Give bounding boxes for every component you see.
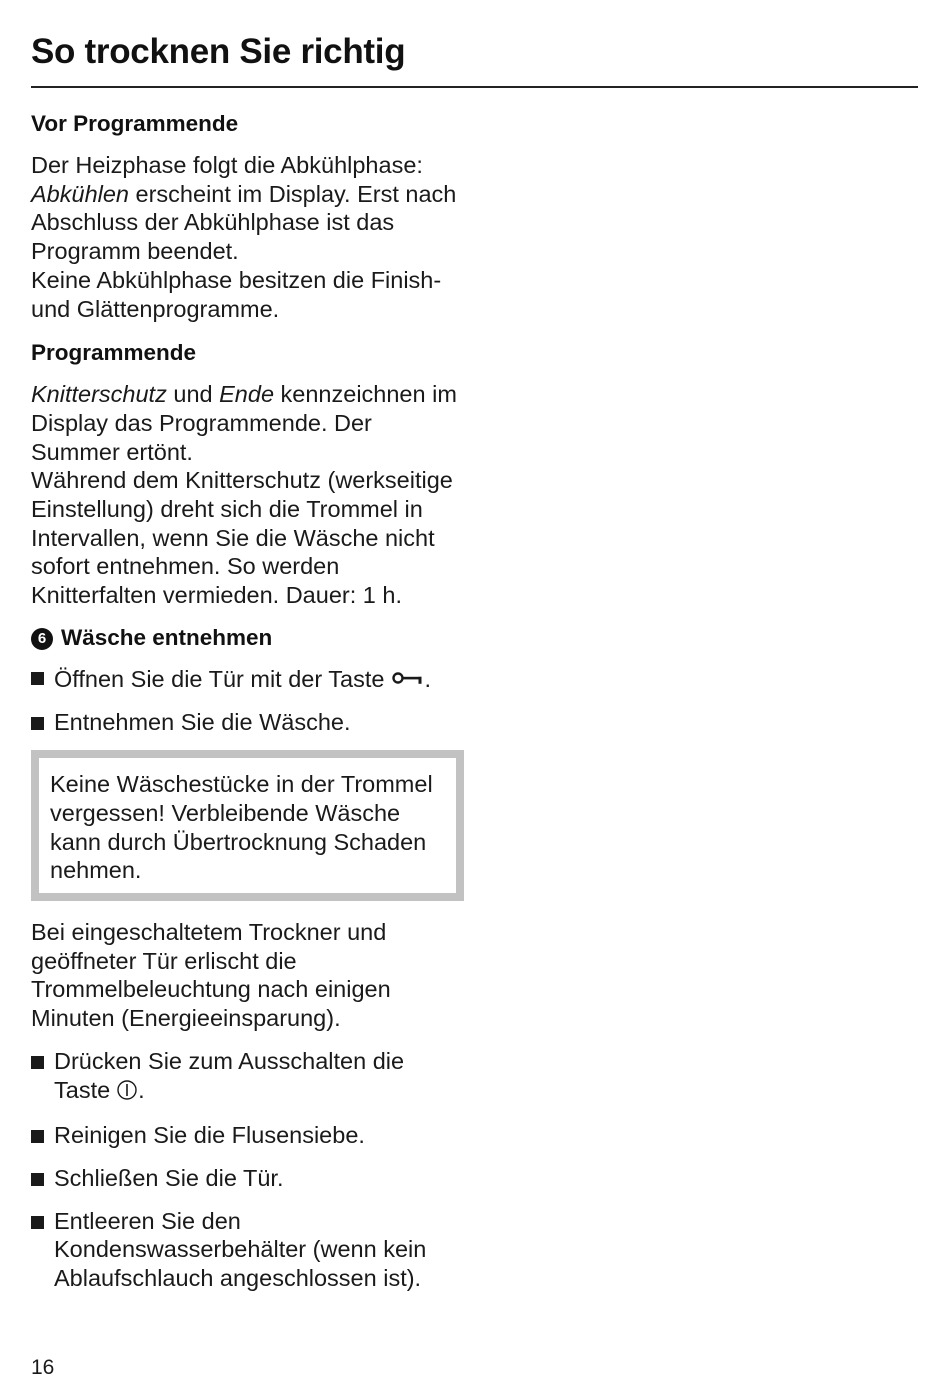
section-heading-vor-programmende: Vor Programmende <box>31 111 239 136</box>
content-column <box>31 110 466 1307</box>
list-item <box>31 708 466 737</box>
bullet-square-icon <box>31 1216 44 1229</box>
page-number: 16 <box>31 1356 55 1379</box>
step-number-badge: 6 <box>31 628 53 650</box>
section-heading-waesche-entnehmen <box>31 624 466 652</box>
section-heading-programmende: Programmende <box>31 340 197 366</box>
instruction-list-2 <box>31 1047 466 1293</box>
list-item-text: Öffnen Sie die Tür mit der Taste <box>54 665 385 692</box>
page-title: So trocknen Sie richtig <box>31 32 406 71</box>
list-item-text: Entleeren Sie den Kondenswasserbehälter (wenn kein Ablaufschlauch angeschlossen ist). <box>54 1207 427 1292</box>
paragraph-finish-glaetten: Keine Abkühlphase besitzen die Finish- und Glättenprogramme. <box>31 266 442 322</box>
list-item: Öffnen Sie die Tür mit der Taste . <box>31 663 466 694</box>
list-item-text: Reinigen Sie die Flusensiebe. <box>54 1122 365 1149</box>
list-item: Drücken Sie zum Ausschalten die Taste . <box>31 1047 466 1107</box>
instruction-list-1 <box>31 663 466 736</box>
text: Der Heizphase folgt die Abkühlphase: <box>31 152 423 178</box>
paragraph-knitterschutz: Während dem Knitterschutz (werkseitige Einstellung) dreht sich die Trommel in Intervallen, wenn Sie die Wäsche nicht sofort entnehmen. So werden Knitterfalten vermieden. Dauer: 1 h. <box>31 467 453 609</box>
power-icon <box>116 1079 138 1108</box>
list-item <box>31 1121 466 1150</box>
list-item-text: Schließen Sie die Tür. <box>54 1164 284 1191</box>
heading-text: Wäsche entnehmen <box>61 624 273 650</box>
paragraph-abkuehlphase <box>31 151 466 266</box>
warning-box <box>31 750 464 901</box>
list-item-text: Entnehmen Sie die Wäsche. <box>54 708 351 735</box>
paragraph-trommelbeleuchtung: Bei eingeschaltetem Trockner und geöffneter Tür erlischt die Trommelbeleuchtung nach einigen Minuten (Energieeinsparung). <box>31 919 391 1032</box>
text: erscheint im Display. Erst nach Abschluss der Abkühlphase ist das Programm beendet. <box>31 180 457 265</box>
display-text-knitterschutz: Knitterschutz <box>31 381 167 408</box>
list-item-text: Drücken Sie zum Ausschalten die Taste <box>54 1047 405 1103</box>
paragraph-programmende-display <box>31 380 466 466</box>
list-item <box>31 1164 466 1193</box>
warning-text: Keine Wäschestücke in der Trommel vergessen! Verbleibende Wäsche kann durch Übertrocknung Schaden nehmen. <box>50 771 433 884</box>
key-icon <box>392 663 424 692</box>
text: kennzeichnen im Display das Programmende. Der Summer ertönt. <box>31 381 457 465</box>
text: und <box>173 381 213 408</box>
bullet-square-icon <box>31 1056 44 1069</box>
display-text-abkuehlen: Abkühlen <box>31 180 129 207</box>
bullet-square-icon <box>31 1130 44 1143</box>
title-divider <box>31 86 918 88</box>
bullet-square-icon <box>31 1173 44 1186</box>
display-text-ende: Ende <box>219 381 275 408</box>
bullet-square-icon <box>31 672 44 685</box>
bullet-square-icon <box>31 717 44 730</box>
list-item <box>31 1207 466 1293</box>
